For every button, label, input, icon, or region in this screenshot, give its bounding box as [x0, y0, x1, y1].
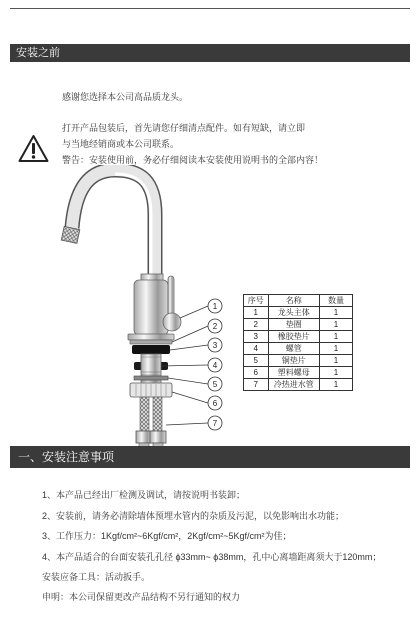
- threaded-shank: [141, 354, 161, 386]
- washer: [130, 340, 172, 344]
- thanks-text: 感谢您选择本公司高品质龙头。: [62, 92, 189, 102]
- cell-name: 塑料螺母: [268, 367, 319, 379]
- section-title: 安装之前: [16, 47, 60, 59]
- callout-number: 6: [212, 399, 218, 408]
- callout-number: 5: [212, 380, 218, 389]
- cell-qty: 1: [319, 343, 352, 355]
- plastic-nut: [130, 383, 172, 397]
- callout-number: 1: [212, 302, 218, 311]
- tools-note: 安装应备工具：活动扳手。: [42, 572, 151, 582]
- callout-5: [208, 377, 222, 391]
- faucet-spout: [72, 170, 155, 282]
- cell-qty: 1: [319, 379, 352, 391]
- callout-7: [208, 416, 222, 430]
- note-item-1: 1、本产品已经出厂检测及调试，请按说明书装卸；: [42, 490, 246, 500]
- callout-number: 4: [212, 361, 218, 370]
- cell-qty: 1: [319, 307, 352, 319]
- warning-triangle-icon: [18, 134, 49, 163]
- section-title: 一、安装注意事项: [18, 450, 115, 464]
- cell-qty: 1: [319, 331, 352, 343]
- cell-no: 4: [244, 343, 269, 355]
- table-row: [244, 367, 353, 379]
- callout-number: 7: [212, 419, 218, 428]
- cell-name: 铜垫片: [268, 355, 319, 367]
- parts-table: [243, 294, 353, 391]
- base-flange: [128, 334, 174, 340]
- cell-no: 1: [244, 307, 269, 319]
- header-name: 名称: [268, 295, 319, 307]
- inlet-hoses: [136, 397, 166, 447]
- cell-name: 橡胶垫片: [268, 331, 319, 343]
- cell-name: 龙头主体: [268, 307, 319, 319]
- leader-line-6: [172, 392, 208, 403]
- unpack-text-line-1: 打开产品包装后，首先请您仔细清点配件。如有短缺，请立即: [62, 123, 306, 133]
- cell-name: 螺管: [268, 343, 319, 355]
- callout-number: 3: [212, 341, 218, 350]
- section-header-before-install: [10, 44, 410, 62]
- cell-qty: 1: [319, 319, 352, 331]
- cell-qty: 1: [319, 367, 352, 379]
- note-item-4: 4、本产品适合的台面安装孔孔径 ϕ33mm~ ϕ38mm，孔中心离墙距离须大于120mm；: [42, 552, 382, 562]
- callout-number: 2: [212, 322, 218, 331]
- table-row: [244, 307, 353, 319]
- leader-line-7: [166, 423, 208, 425]
- callout-2: [208, 319, 222, 333]
- table-row: [244, 355, 353, 367]
- cell-no: 7: [244, 379, 269, 391]
- faucet-diagram: [40, 165, 240, 455]
- cell-no: 2: [244, 319, 269, 331]
- callout-3: [208, 338, 222, 352]
- spout-aerator: [61, 226, 80, 243]
- warning-text: 警告：安装使用前，务必仔细阅读本安装使用说明书的全部内容！: [62, 155, 324, 165]
- copper-washer: [134, 376, 168, 380]
- table-row: [244, 319, 353, 331]
- header-no: 序号: [244, 295, 269, 307]
- cell-no: 3: [244, 331, 269, 343]
- declaration-text: 申明：本公司保留更改产品结构不另行通知的权力: [42, 592, 241, 602]
- cell-name: 冷热进水管: [268, 379, 319, 391]
- cell-no: 5: [244, 355, 269, 367]
- table-row: [244, 331, 353, 343]
- leader-line-4: [161, 365, 208, 366]
- table-row: [244, 343, 353, 355]
- cell-name: 垫圈: [268, 319, 319, 331]
- note-item-2: 2、安装前，请务必清除墙体预埋水管内的杂质及污泥，以免影响出水功能；: [42, 511, 345, 521]
- unpack-text-line-2: 与当地经销商或本公司联系。: [62, 139, 180, 149]
- table-row: [244, 379, 353, 391]
- callout-1: [208, 299, 222, 313]
- callout-4: [208, 358, 222, 372]
- cell-no: 6: [244, 367, 269, 379]
- note-item-3: 3、工作压力：1Kgf/cm²~6Kgf/cm²，2Kgf/cm²~5Kgf/cm²为佳；: [42, 531, 292, 541]
- section-header-install-notes: [10, 446, 410, 468]
- faucet-body: [134, 274, 168, 335]
- cell-qty: 1: [319, 355, 352, 367]
- leader-line-1: [180, 306, 208, 318]
- leader-line-3: [170, 345, 208, 350]
- leader-line-5: [168, 378, 208, 384]
- callout-6: [208, 396, 222, 410]
- header-qty: 数量: [319, 295, 352, 307]
- top-rule: [10, 8, 410, 9]
- table-header-row: [244, 295, 353, 307]
